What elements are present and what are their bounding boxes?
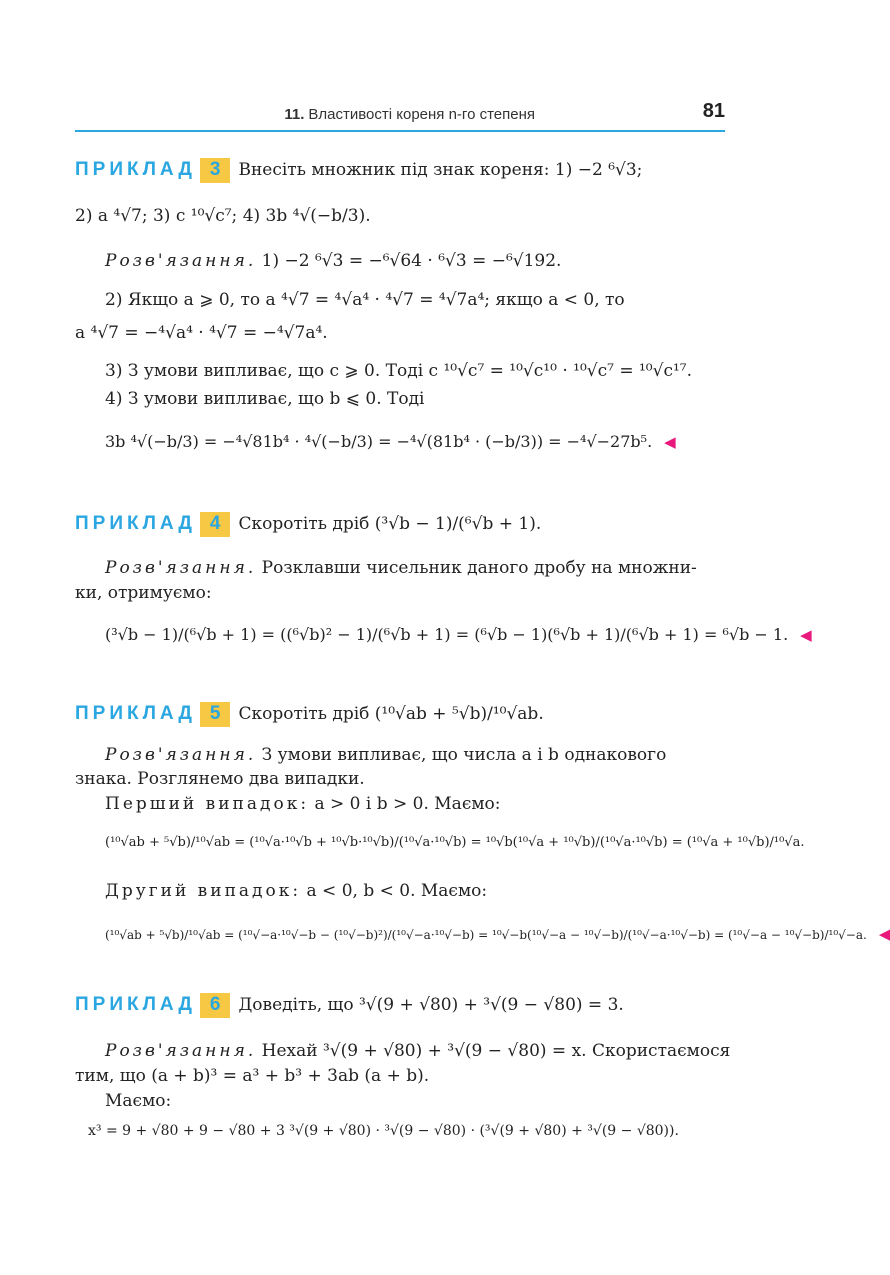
example-6-have: Маємо: [105, 1091, 172, 1111]
example-6-final-formula: x³ = 9 + √80 + 9 − √80 + 3 ³√(9 + √80) · ³√(9 − √80) · (³√(9 + √80) + ³√(9 − √80)). [88, 1123, 679, 1139]
section-heading [284, 106, 535, 123]
example-6-task: Доведіть, що ³√(9 + √80) + ³√(9 − √80) = 3. [238, 994, 624, 1015]
solution-text: 1) −2 ⁶√3 = −⁶√64 · ⁶√3 = −⁶√192. [261, 251, 562, 271]
example-label: ПРИКЛАД [75, 159, 196, 180]
example-5-task: Скоротіть дріб (¹⁰√ab + ⁵√b)/¹⁰√ab. [238, 703, 544, 724]
example-4-formula [105, 625, 812, 646]
example-6-badge [75, 993, 230, 1018]
example-5-badge [75, 702, 230, 727]
solution-label: Розв'язання. [105, 1041, 257, 1061]
example-3-task: Внесіть множник під знак кореня: 1) −2 ⁶√3; [238, 159, 643, 180]
example-label: ПРИКЛАД [75, 703, 196, 724]
solution-text: З умови випливає, що числа a і b однакового [261, 745, 667, 765]
example-4-heading [75, 512, 727, 537]
example-number: 6 [200, 993, 231, 1018]
end-marker-icon: ◀ [878, 925, 890, 943]
solution-label: Розв'язання. [105, 251, 257, 271]
example-5-case-1 [105, 793, 757, 815]
example-5-solution-a [105, 744, 757, 766]
formula-text: (¹⁰√ab + ⁵√b)/¹⁰√ab = (¹⁰√−a·¹⁰√−b − (¹⁰√−b)²)/(¹⁰√−a·¹⁰√−b) = ¹⁰√−b(¹⁰√−a − ¹⁰√−b)/(¹⁰√−a·¹⁰√−b) = (¹⁰√−a − ¹⁰√−b)/¹⁰√−a. [105, 928, 867, 942]
example-3-solution-3: 3) З умови випливає, що c ⩾ 0. Тоді c ¹⁰√c⁷ = ¹⁰√c¹⁰ · ¹⁰√c⁷ = ¹⁰√c¹⁷. [105, 361, 692, 381]
example-3-badge [75, 158, 230, 183]
solution-text: Розклавши чисельник даного дробу на множни- [261, 558, 697, 578]
end-marker-icon: ◀ [664, 433, 676, 451]
page-header [75, 100, 725, 132]
example-3-solution-1 [105, 250, 757, 272]
example-3-solution-2b: a ⁴√7 = −⁴√a⁴ · ⁴√7 = −⁴√7a⁴. [75, 323, 328, 343]
case-label: Другий випадок: [105, 881, 302, 901]
example-number: 5 [200, 702, 231, 727]
example-label: ПРИКЛАД [75, 513, 196, 534]
example-3-task-cont: 2) a ⁴√7; 3) c ¹⁰√c⁷; 4) 3b ⁴√(−b/3). [75, 206, 371, 226]
example-3-solution-2a: 2) Якщо a ⩾ 0, то a ⁴√7 = ⁴√a⁴ · ⁴√7 = ⁴√7a⁴; якщо a < 0, то [105, 290, 625, 310]
example-4-badge [75, 512, 230, 537]
end-marker-icon: ◀ [800, 626, 812, 644]
example-5-case-2 [105, 880, 757, 902]
formula-text: 3b ⁴√(−b/3) = −⁴√81b⁴ · ⁴√(−b/3) = −⁴√(81b⁴ · (−b/3)) = −⁴√−27b⁵. [105, 432, 653, 451]
example-6-solution-b: тим, що (a + b)³ = a³ + b³ + 3ab (a + b). [75, 1066, 430, 1086]
example-number: 3 [200, 158, 231, 183]
example-3-heading [75, 158, 727, 183]
example-label: ПРИКЛАД [75, 994, 196, 1015]
section-title: Властивості кореня n-го степеня [308, 106, 535, 123]
example-number: 4 [200, 512, 231, 537]
case-condition: a > 0 і b > 0. Маємо: [314, 794, 501, 814]
example-5-case-1-formula: (¹⁰√ab + ⁵√b)/¹⁰√ab = (¹⁰√a·¹⁰√b + ¹⁰√b·¹⁰√b)/(¹⁰√a·¹⁰√b) = ¹⁰√b(¹⁰√a + ¹⁰√b)/(¹⁰√a·¹⁰√b) = (¹⁰√a + ¹⁰√b)/¹⁰√a. [105, 835, 805, 850]
example-6-heading [75, 993, 727, 1018]
example-5-heading [75, 702, 727, 727]
example-4-solution-b: ки, отримуємо: [75, 583, 212, 603]
example-4-solution-a [105, 557, 757, 579]
case-label: Перший випадок: [105, 794, 310, 814]
solution-label: Розв'язання. [105, 745, 257, 765]
example-3-solution-4: 4) З умови випливає, що b ⩽ 0. Тоді [105, 389, 425, 409]
example-5-solution-b: знака. Розглянемо два випадки. [75, 769, 365, 789]
example-4-task: Скоротіть дріб (³√b − 1)/(⁶√b + 1). [238, 513, 542, 534]
page-number: 81 [702, 100, 725, 122]
formula-text: (³√b − 1)/(⁶√b + 1) = ((⁶√b)² − 1)/(⁶√b + 1) = (⁶√b − 1)(⁶√b + 1)/(⁶√b + 1) = ⁶√b − 1. [105, 625, 789, 644]
solution-label: Розв'язання. [105, 558, 257, 578]
example-6-solution-a [105, 1040, 757, 1062]
example-3-formula [105, 432, 757, 453]
case-condition: a < 0, b < 0. Маємо: [306, 881, 488, 901]
solution-text: Нехай ³√(9 + √80) + ³√(9 − √80) = x. Скористаємося [261, 1041, 731, 1061]
example-5-case-2-formula [105, 925, 890, 945]
section-number: 11. [284, 106, 305, 123]
